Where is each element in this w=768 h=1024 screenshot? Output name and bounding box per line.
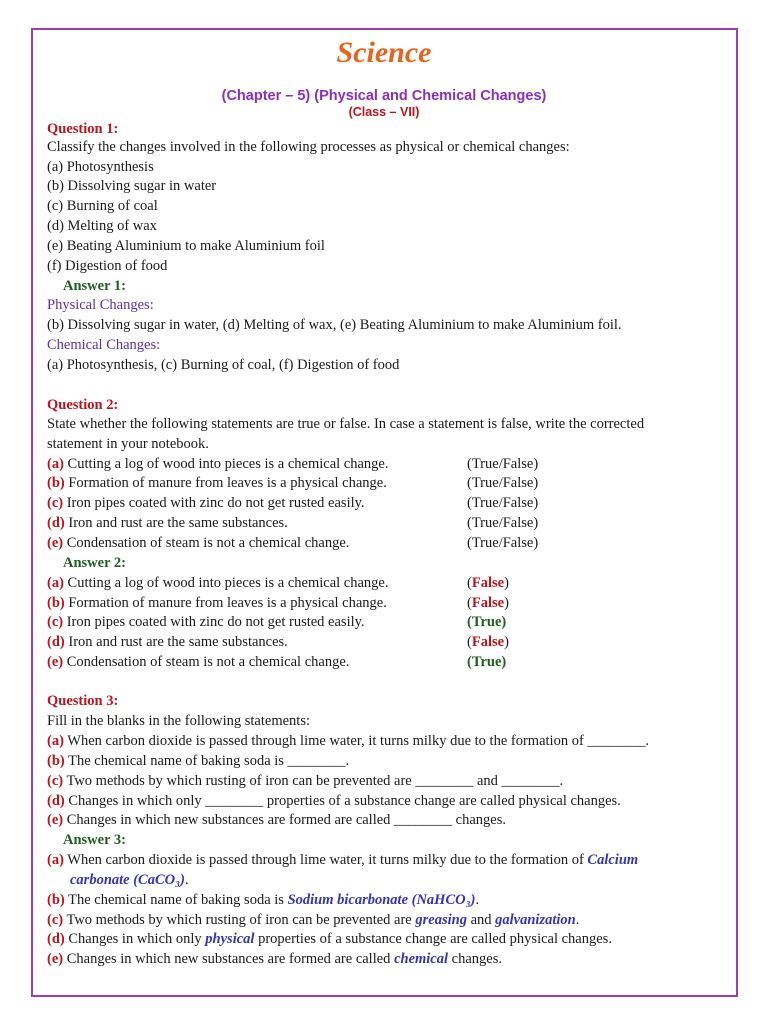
item-label: (b)	[47, 595, 65, 611]
question-1-item: (c) Burning of coal	[47, 198, 158, 214]
item-label: (e)	[47, 654, 64, 670]
answer-item	[47, 594, 387, 612]
blank-item	[47, 732, 649, 750]
answer-item: (d) Changes in which only physical properties of a substance change are called physical changes.	[47, 931, 612, 947]
answer-item: (e) Changes in which new substances are formed are called chemical changes.	[47, 951, 502, 967]
question-1-item: (e) Beating Aluminium to make Aluminium foil	[47, 238, 325, 254]
answer-highlight: Calcium	[587, 852, 639, 868]
item-text: Condensation of steam is not a chemical change.	[66, 535, 350, 551]
item-text: Changes in which new substances are formed are called ________ changes.	[66, 812, 507, 828]
answer-item: (c) Two methods by which rusting of iron can be prevented are greasing and galvanization.	[47, 912, 580, 928]
item-label: (a)	[47, 733, 64, 749]
item-text: Cutting a log of wood into pieces is a chemical change.	[67, 456, 389, 472]
item-text: Condensation of steam is not a chemical change.	[66, 654, 350, 670]
chemical-changes-label: Chemical Changes:	[47, 337, 161, 353]
answer-value: (False)	[467, 575, 509, 591]
physical-changes-text: (b) Dissolving sugar in water, (d) Melting of wax, (e) Beating Aluminium to make Aluminium foil.	[47, 317, 622, 333]
item-label: (a)	[47, 456, 64, 472]
blank-item	[47, 752, 349, 770]
question-3-prompt: Fill in the blanks in the following statements:	[47, 713, 310, 729]
item-text: Iron pipes coated with zinc do not get rusted easily.	[66, 614, 365, 630]
answer-2-heading: Answer 2:	[63, 555, 126, 571]
answer-value: (True)	[467, 654, 507, 670]
item-text: Iron and rust are the same substances.	[68, 634, 288, 650]
answer-item	[47, 613, 365, 631]
item-text: Formation of manure from leaves is a physical change.	[68, 595, 387, 611]
answer-value: (False)	[467, 634, 509, 650]
true-false-choice: (True/False)	[467, 456, 539, 472]
item-label: (d)	[47, 634, 65, 650]
item-label: (b)	[47, 892, 65, 908]
item-text: Formation of manure from leaves is a physical change.	[68, 475, 387, 491]
item-text: Cutting a log of wood into pieces is a chemical change.	[67, 575, 389, 591]
question-1-prompt: Classify the changes involved in the following processes as physical or chemical changes:	[47, 139, 570, 155]
item-label: (b)	[47, 475, 65, 491]
item-text: Iron pipes coated with zinc do not get rusted easily.	[66, 495, 365, 511]
blank-item	[47, 772, 563, 790]
answer-highlight: Sodium bicarbonate (NaHCO₃)	[287, 892, 476, 908]
item-label: (c)	[47, 773, 64, 789]
answer-highlight: chemical	[394, 951, 449, 967]
class-label: (Class – VII)	[348, 105, 420, 119]
question-2-prompt: statement in your notebook.	[47, 436, 209, 452]
question-1-heading: Question 1:	[47, 121, 119, 137]
answer-item-continued: carbonate (CaCO₃).	[70, 872, 189, 888]
blank-item	[47, 792, 621, 810]
item-label: (b)	[47, 753, 65, 769]
page-title: Science	[336, 36, 432, 69]
chemical-changes-text: (a) Photosynthesis, (c) Burning of coal, (f) Digestion of food	[47, 357, 400, 373]
question-3-heading: Question 3:	[47, 693, 119, 709]
statement-item	[47, 534, 349, 552]
question-2-prompt: State whether the following statements are true or false. In case a statement is false, write the corrected	[47, 416, 645, 432]
answer-1-heading: Answer 1:	[63, 278, 126, 294]
answer-highlight: greasing	[415, 912, 467, 928]
item-text: Changes in which only ________ properties of a substance change are called physical changes.	[68, 793, 621, 809]
physical-changes-label: Physical Changes:	[47, 297, 154, 313]
question-1-item: (d) Melting of wax	[47, 218, 157, 234]
item-text: When carbon dioxide is passed through lime water, it turns milky due to the formation of ________.	[67, 733, 650, 749]
answer-item	[47, 653, 349, 671]
answer-value: (False)	[467, 595, 509, 611]
true-false-choice: (True/False)	[467, 515, 539, 531]
answer-item	[47, 633, 288, 651]
question-1-item: (a) Photosynthesis	[47, 159, 154, 175]
question-1-item: (f) Digestion of food	[47, 258, 168, 274]
item-text: Two methods by which rusting of iron can be prevented are ________ and ________.	[66, 773, 564, 789]
item-text: Iron and rust are the same substances.	[68, 515, 288, 531]
item-label: (c)	[47, 912, 64, 928]
statement-item	[47, 494, 365, 512]
answer-item: (a) When carbon dioxide is passed through lime water, it turns milky due to the formation of Calcium	[47, 852, 639, 868]
question-2-heading: Question 2:	[47, 397, 119, 413]
item-label: (e)	[47, 535, 64, 551]
item-label: (e)	[47, 951, 64, 967]
answer-highlight: carbonate (CaCO₃)	[70, 872, 186, 888]
item-label: (a)	[47, 575, 64, 591]
true-false-choice: (True/False)	[467, 495, 539, 511]
statement-item	[47, 455, 388, 473]
statement-item	[47, 514, 288, 532]
answer-highlight: galvanization	[495, 912, 576, 928]
answer-item	[47, 574, 388, 592]
item-label: (e)	[47, 812, 64, 828]
item-label: (c)	[47, 495, 64, 511]
item-text: The chemical name of baking soda is ________.	[68, 753, 350, 769]
answer-value: (True)	[467, 614, 507, 630]
statement-item	[47, 474, 387, 492]
item-label: (d)	[47, 793, 65, 809]
item-label: (c)	[47, 614, 64, 630]
item-label: (d)	[47, 515, 65, 531]
answer-highlight: physical	[205, 931, 255, 947]
answer-item: (b) The chemical name of baking soda is Sodium bicarbonate (NaHCO₃).	[47, 892, 480, 908]
blank-item	[47, 811, 506, 829]
answer-3-heading: Answer 3:	[63, 832, 126, 848]
question-1-item: (b) Dissolving sugar in water	[47, 178, 217, 194]
chapter-heading: (Chapter – 5) (Physical and Chemical Changes)	[221, 88, 547, 104]
item-label: (d)	[47, 931, 65, 947]
item-label: (a)	[47, 852, 64, 868]
true-false-choice: (True/False)	[467, 535, 539, 551]
true-false-choice: (True/False)	[467, 475, 539, 491]
